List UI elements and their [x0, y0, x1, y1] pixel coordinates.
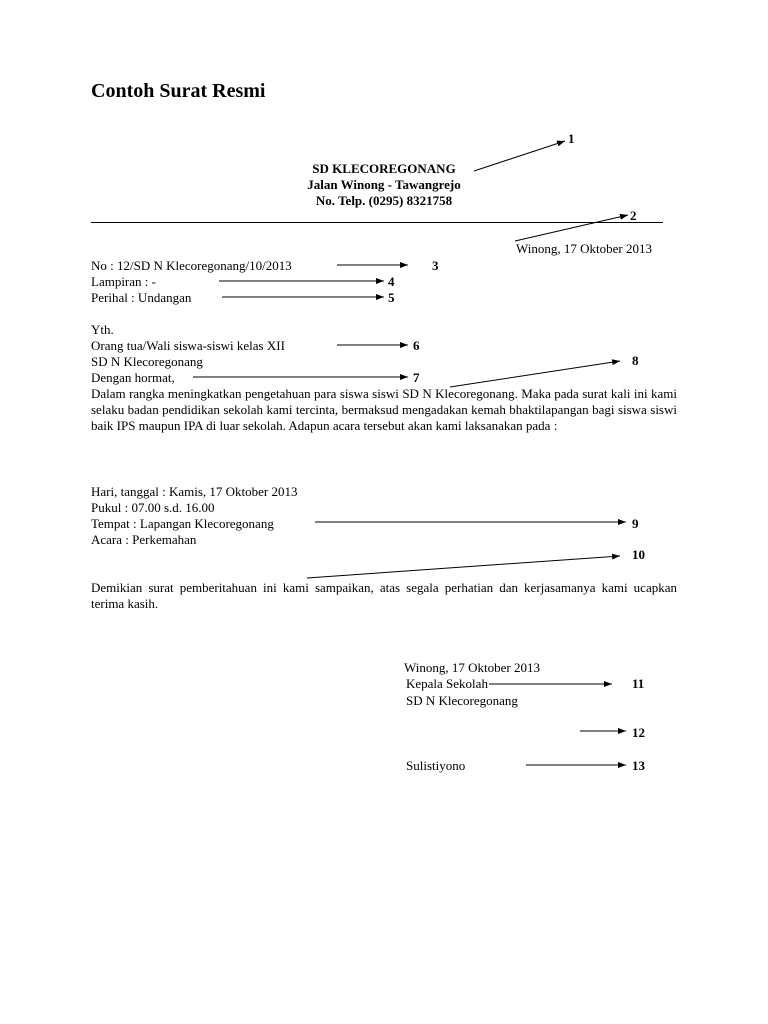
- signature-position: Kepala Sekolah: [406, 676, 488, 691]
- letter-number: No : 12/SD N Klecoregonang/10/2013: [91, 258, 292, 273]
- recipient-line2: SD N Klecoregonang: [91, 354, 203, 369]
- signature-date: Winong, 17 Oktober 2013: [404, 660, 540, 675]
- marker-11: 11: [632, 676, 645, 691]
- body-paragraph: Dalam rangka meningkatkan pengetahuan para siswa siswi SD N Klecoregonang. Maka pada surat kali ini kami selaku badan pendidikan sekolah kami tercinta, bermaksud mengadakan kemah bhaktilapangan bagi siswa siswi baik IPS maupun IPA di luar sekolah. Adapun acara tersebut akan kami laksanakan pada :: [91, 386, 677, 433]
- letter-subject: Perihal : Undangan: [91, 290, 192, 305]
- marker-8: 8: [632, 353, 639, 368]
- letterhead-school: SD KLECOREGONANG: [312, 161, 456, 176]
- recipient-line1: Orang tua/Wali siswa-siswi kelas XII: [91, 338, 285, 353]
- marker-9: 9: [632, 516, 639, 531]
- greeting: Dengan hormat,: [91, 370, 175, 385]
- letter-date: Winong, 17 Oktober 2013: [516, 241, 652, 256]
- event-time: Pukul : 07.00 s.d. 16.00: [91, 500, 215, 515]
- letter-attachment: Lampiran : -: [91, 274, 156, 289]
- letterhead-address: Jalan Winong - Tawangrejo: [307, 177, 461, 192]
- marker-5: 5: [388, 290, 395, 305]
- marker-6: 6: [413, 338, 420, 353]
- marker-13: 13: [632, 758, 645, 773]
- event-place: Tempat : Lapangan Klecoregonang: [91, 516, 274, 531]
- signature-name: Sulistiyono: [406, 758, 466, 773]
- event-activity: Acara : Perkemahan: [91, 532, 197, 547]
- closing-paragraph: Demikian surat pemberitahuan ini kami sampaikan, atas segala perhatian dan kerjasamanya kami ucapkan terima kasih.: [91, 580, 677, 611]
- recipient-yth: Yth.: [91, 322, 114, 337]
- signature-school: SD N Klecoregonang: [406, 693, 518, 708]
- marker-3: 3: [432, 258, 439, 273]
- arrow-8: [450, 361, 620, 387]
- marker-7: 7: [413, 370, 420, 385]
- letterhead-divider: [91, 222, 663, 223]
- page-title: Contoh Surat Resmi: [91, 80, 266, 102]
- marker-4: 4: [388, 274, 395, 289]
- event-date: Hari, tanggal : Kamis, 17 Oktober 2013: [91, 484, 298, 499]
- marker-1: 1: [568, 131, 575, 146]
- arrow-10: [307, 556, 620, 578]
- arrow-2: [515, 215, 628, 241]
- marker-2: 2: [630, 208, 637, 223]
- marker-10: 10: [632, 547, 645, 562]
- letterhead-phone: No. Telp. (0295) 8321758: [315, 193, 453, 208]
- marker-12: 12: [632, 725, 645, 740]
